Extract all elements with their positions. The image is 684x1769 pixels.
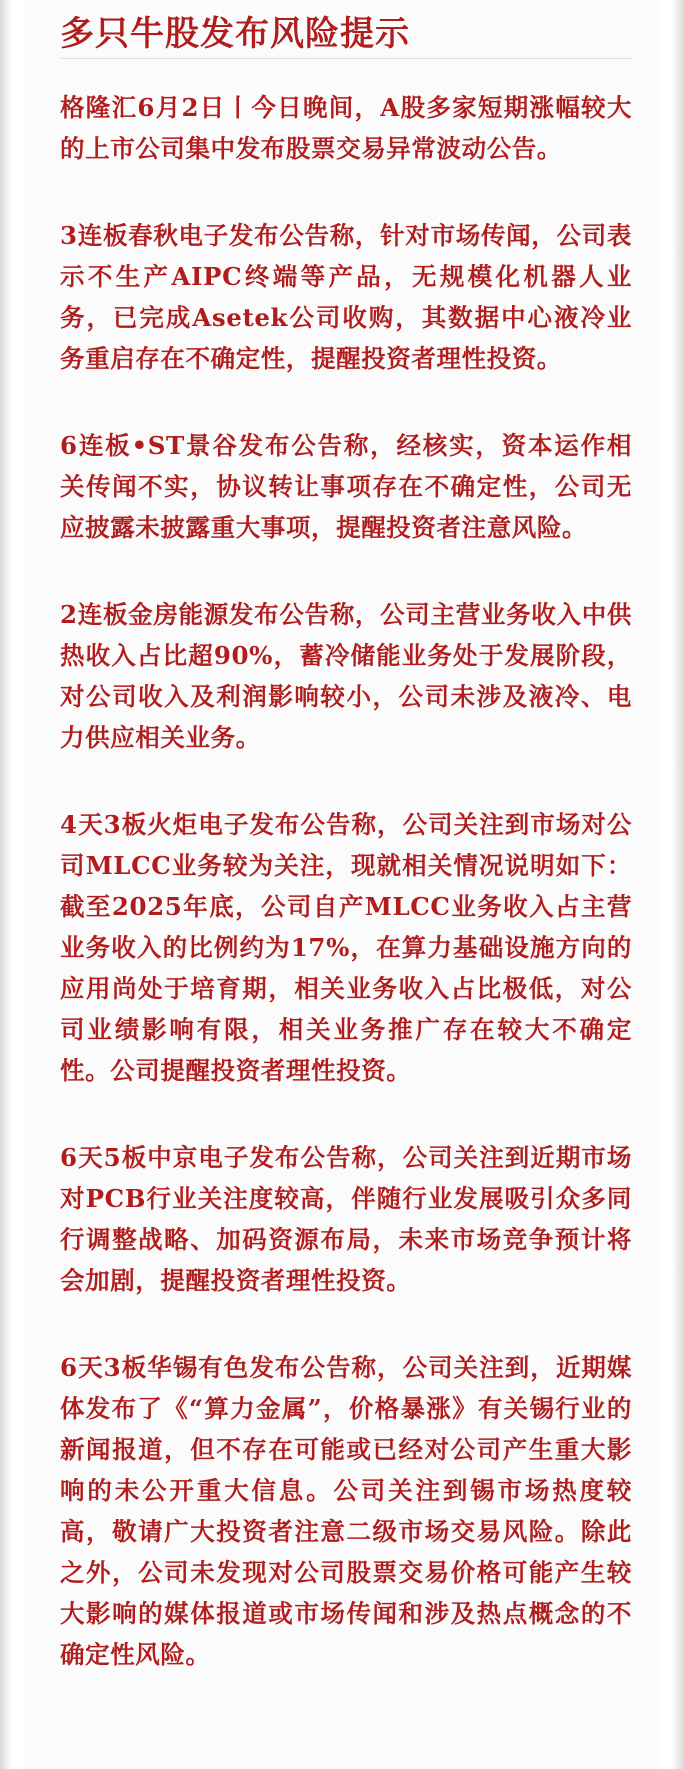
article-paragraph-chunqiu: 3连板春秋电子发布公告称，针对市场传闻，公司表示不生产AIPC终端等产品，无规模化机器人业务，已完成Asetek公司收购，其数据中心液冷业务重启存在不确定性，提醒投资者理性投资。 bbox=[60, 221, 632, 373]
article-paragraph-intro: 格隆汇6月2日丨今日晚间，A股多家短期涨幅较大的上市公司集中发布股票交易异常波动公告。 bbox=[60, 93, 632, 163]
article-body bbox=[60, 87, 632, 1675]
article-paragraph-jinfang: 2连板金房能源发布公告称，公司主营业务收入中供热收入占比超90%，蓄冷储能业务处于发展阶段，对公司收入及利润影响较小，公司未涉及液冷、电力供应相关业务。 bbox=[60, 600, 632, 752]
article-paragraph-zhongjing: 6天5板中京电子发布公告称，公司关注到近期市场对PCB行业关注度较高，伴随行业发展吸引众多同行调整战略、加码资源布局，未来市场竞争预计将会加剧，提醒投资者理性投资。 bbox=[60, 1143, 632, 1295]
page-bottom-edge bbox=[24, 1759, 660, 1769]
article-page bbox=[24, 0, 660, 1769]
article-title: 多只牛股发布风险提示 bbox=[60, 10, 632, 59]
article-paragraph-huoju: 4天3板火炬电子发布公告称，公司关注到市场对公司MLCC业务较为关注，现就相关情况说明如下：截至2025年底，公司自产MLCC业务收入占主营业务收入的比例约为17%，在算力基础设施方向的应用尚处于培育期，相关业务收入占比极低，对公司业绩影响有限，相关业务推广存在较大不确定性。公司提醒投资者理性投资。 bbox=[60, 810, 632, 1085]
article-paragraph-huaxi: 6天3板华锡有色发布公告称，公司关注到，近期媒体发布了《“算力金属”，价格暴涨》有关锡行业的新闻报道，但不存在可能或已经对公司产生重大影响的未公开重大信息。公司关注到锡市场热度较高，敬请广大投资者注意二级市场交易风险。除此之外，公司未发现对公司股票交易价格可能产生较大影响的媒体报道或市场传闻和涉及热点概念的不确定性风险。 bbox=[60, 1353, 632, 1669]
article-paragraph-jinggu: 6连板•ST景谷发布公告称，经核实，资本运作相关传闻不实，协议转让事项存在不确定性，公司无应披露未披露重大事项，提醒投资者注意风险。 bbox=[60, 431, 632, 542]
